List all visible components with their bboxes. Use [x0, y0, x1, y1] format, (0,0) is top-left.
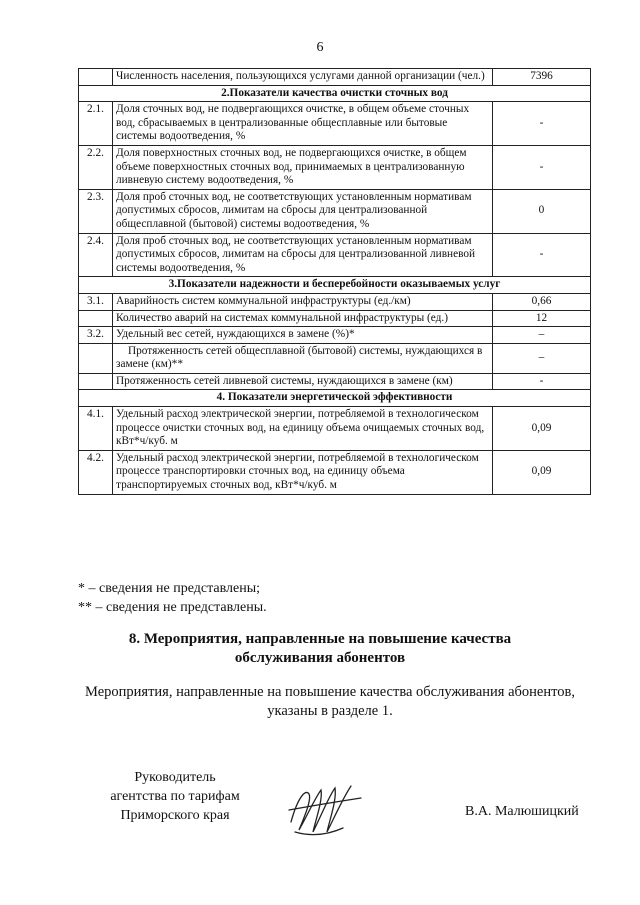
table-row [79, 69, 591, 86]
table-row [79, 327, 591, 344]
footnote-single-asterisk: * – сведения не представлены; [78, 581, 261, 596]
section-8-heading [0, 630, 640, 668]
row-number: 2.2. [79, 145, 113, 189]
row-number: 3.1. [79, 293, 113, 310]
table-row [79, 310, 591, 327]
section-header-row [79, 85, 591, 102]
table-row [79, 145, 591, 189]
table-row [79, 189, 591, 233]
row-number [79, 343, 113, 373]
row-text: Удельный вес сетей, нуждающихся в замене (%)* [113, 327, 493, 344]
row-value: - [493, 102, 591, 146]
heading-line: обслуживания абонентов [234, 650, 406, 666]
section-title: 2.Показатели качества очистки сточных вод [79, 85, 591, 102]
table-row [79, 450, 591, 494]
row-number: 2.3. [79, 189, 113, 233]
row-value: – [493, 327, 591, 344]
row-text: Протяженность сетей ливневой системы, нуждающихся в замене (км) [113, 373, 493, 390]
handwritten-signature [285, 780, 365, 840]
row-number [79, 69, 113, 86]
row-value: 0,09 [493, 407, 591, 451]
row-text: Удельный расход электрической энергии, потребляемой в технологическом процессе транспортировки сточных вод, на единицу объема транспортируемых сточных вод, кВт*ч/куб. м [113, 450, 493, 494]
table-row [79, 373, 591, 390]
row-value: 0 [493, 189, 591, 233]
row-value: 0,09 [493, 450, 591, 494]
row-value: 7396 [493, 69, 591, 86]
row-text: Численность населения, пользующихся услугами данной организации (чел.) [113, 69, 493, 86]
row-number: 4.1. [79, 407, 113, 451]
table-row [79, 102, 591, 146]
table-row [79, 233, 591, 277]
row-number: 3.2. [79, 327, 113, 344]
row-text: Доля поверхностных сточных вод, не подвергающихся очистке, в общем объеме поверхностных сточных вод, принимаемых в централизованную ливневую систему водоотведения, % [113, 145, 493, 189]
title-line: агентства по тарифам [110, 789, 240, 804]
row-text: Протяженность сетей общесплавной (бытовой) системы, нуждающихся в замене (км)** [113, 343, 493, 373]
row-value: 12 [493, 310, 591, 327]
section-header-row [79, 390, 591, 407]
table-row [79, 293, 591, 310]
section-title: 3.Показатели надежности и бесперебойности оказываемых услуг [79, 277, 591, 294]
row-value: 0,66 [493, 293, 591, 310]
row-number [79, 310, 113, 327]
row-value: - [493, 373, 591, 390]
section-8-paragraph: Мероприятия, направленные на повышение качества обслуживания абонентов, указаны в разделе 1. [85, 684, 575, 719]
row-text: Доля сточных вод, не подвергающихся очистке, в общем объеме сточных вод, сбрасываемых в централизованные общесплавные или бытовые системы водоотведения, % [113, 102, 493, 146]
row-value: – [493, 343, 591, 373]
indicators-table [78, 68, 591, 495]
table-row [79, 343, 591, 373]
row-text: Количество аварий на системах коммунальной инфраструктуры (ед.) [113, 310, 493, 327]
row-text: Доля проб сточных вод, не соответствующих установленным нормативам допустимых сбросов, лимитам на сбросы для централизованной ливневой системы водоотведения, % [113, 233, 493, 277]
title-line: Руководитель [134, 770, 216, 785]
row-text: Аварийность систем коммунальной инфраструктуры (ед./км) [113, 293, 493, 310]
section-title: 4. Показатели энергетической эффективности [79, 390, 591, 407]
signatory-title [80, 768, 270, 825]
row-number [79, 373, 113, 390]
row-text: Доля проб сточных вод, не соответствующих установленным нормативам допустимых сбросов, лимитам на сбросы для централизованной общесплавной (бытовой) системы водоотведения, % [113, 189, 493, 233]
row-text: Удельный расход электрической энергии, потребляемой в технологическом процессе очистки сточных вод, на единицу объема очищаемых сточных вод, кВт*ч/куб. м [113, 407, 493, 451]
heading-line: 8. Мероприятия, направленные на повышение качества [128, 631, 512, 647]
section-header-row [79, 277, 591, 294]
table-row [79, 407, 591, 451]
page-number: 6 [316, 40, 324, 55]
row-number: 4.2. [79, 450, 113, 494]
row-number: 2.1. [79, 102, 113, 146]
row-number: 2.4. [79, 233, 113, 277]
footnote-double-asterisk: ** – сведения не представлены. [78, 600, 267, 615]
title-line: Приморского края [120, 808, 230, 823]
signatory-name: В.А. Малюшицкий [465, 804, 579, 819]
row-value: - [493, 233, 591, 277]
row-value: - [493, 145, 591, 189]
